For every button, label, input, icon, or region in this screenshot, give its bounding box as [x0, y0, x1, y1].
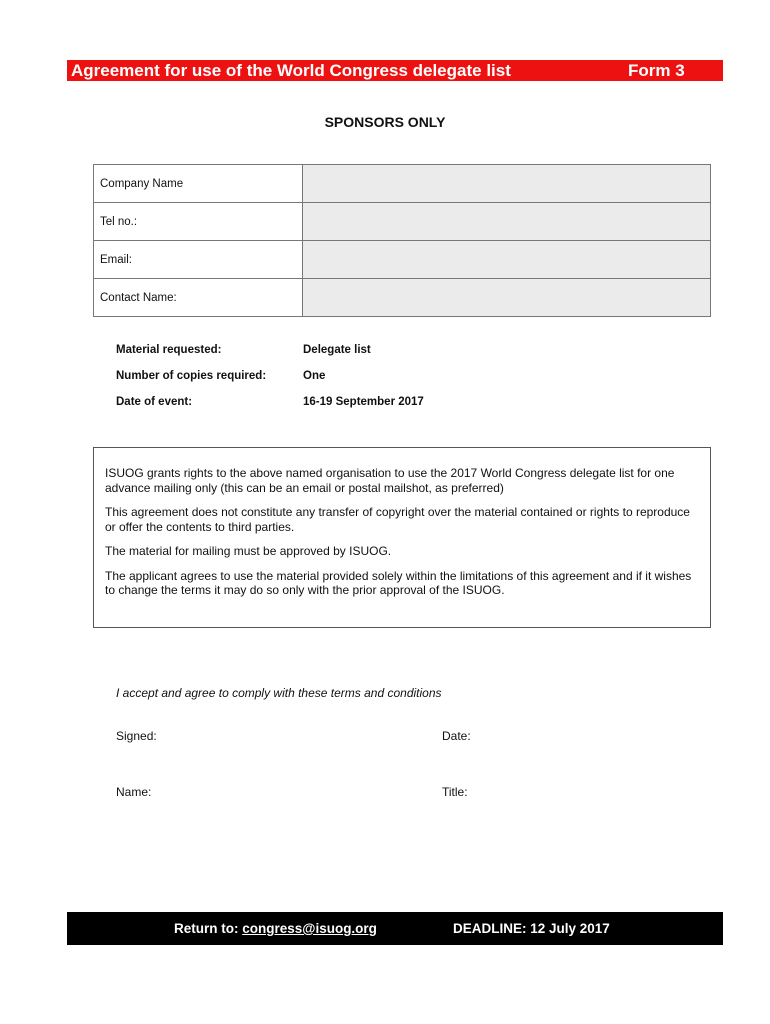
- date-label: Date:: [442, 729, 471, 743]
- sponsors-only-heading: SPONSORS ONLY: [324, 114, 446, 130]
- return-email-link[interactable]: congress@isuog.org: [242, 921, 377, 936]
- material-requested-label: Material requested:: [116, 344, 222, 356]
- date-of-event-value: 16-19 September 2017: [303, 396, 424, 408]
- company-name-row: [94, 165, 711, 203]
- terms-paragraph: The applicant agrees to use the material provided solely within the limitations of this agreement and if it wishes to change the terms it may do so only with the prior approval of the ISUOG.: [105, 568, 692, 597]
- form-title: Agreement for use of the World Congress delegate list: [71, 61, 511, 80]
- form-number: Form 3: [628, 61, 685, 80]
- company-name-label: Company Name: [94, 165, 303, 203]
- return-label: Return to:: [174, 921, 243, 936]
- deadline: DEADLINE: 12 July 2017: [453, 921, 610, 936]
- company-name-field[interactable]: [303, 165, 711, 203]
- terms-paragraph: The material for mailing must be approved by ISUOG.: [105, 544, 392, 558]
- copies-required-label: Number of copies required:: [116, 370, 267, 382]
- contact-name-row: [94, 279, 711, 317]
- acceptance-statement: I accept and agree to comply with these terms and conditions: [116, 686, 442, 700]
- name-label: Name:: [116, 785, 152, 799]
- tel-field[interactable]: [303, 203, 711, 241]
- contact-name-label: Contact Name:: [94, 279, 303, 317]
- copies-required-value: One: [303, 370, 326, 382]
- terms-box: [93, 447, 711, 628]
- date-of-event-label: Date of event:: [116, 396, 193, 408]
- email-label: Email:: [94, 241, 303, 279]
- header-bar: [67, 60, 723, 81]
- email-field[interactable]: [303, 241, 711, 279]
- footer-bar: [67, 912, 723, 945]
- title-label: Title:: [442, 785, 468, 799]
- terms-paragraph: ISUOG grants rights to the above named organisation to use the 2017 World Congress delegate list for one advance mailing only (this can be an email or postal mailshot, as preferred): [105, 466, 675, 495]
- contact-name-field[interactable]: [303, 279, 711, 317]
- tel-row: [94, 203, 711, 241]
- return-to: [174, 921, 377, 936]
- material-requested-value: Delegate list: [303, 344, 371, 356]
- company-details-table: [93, 164, 711, 317]
- signed-label: Signed:: [116, 729, 157, 743]
- email-row: [94, 241, 711, 279]
- tel-label: Tel no.:: [94, 203, 303, 241]
- terms-paragraph: This agreement does not constitute any transfer of copyright over the material contained or rights to reproduce or offer the contents to third parties.: [105, 505, 690, 534]
